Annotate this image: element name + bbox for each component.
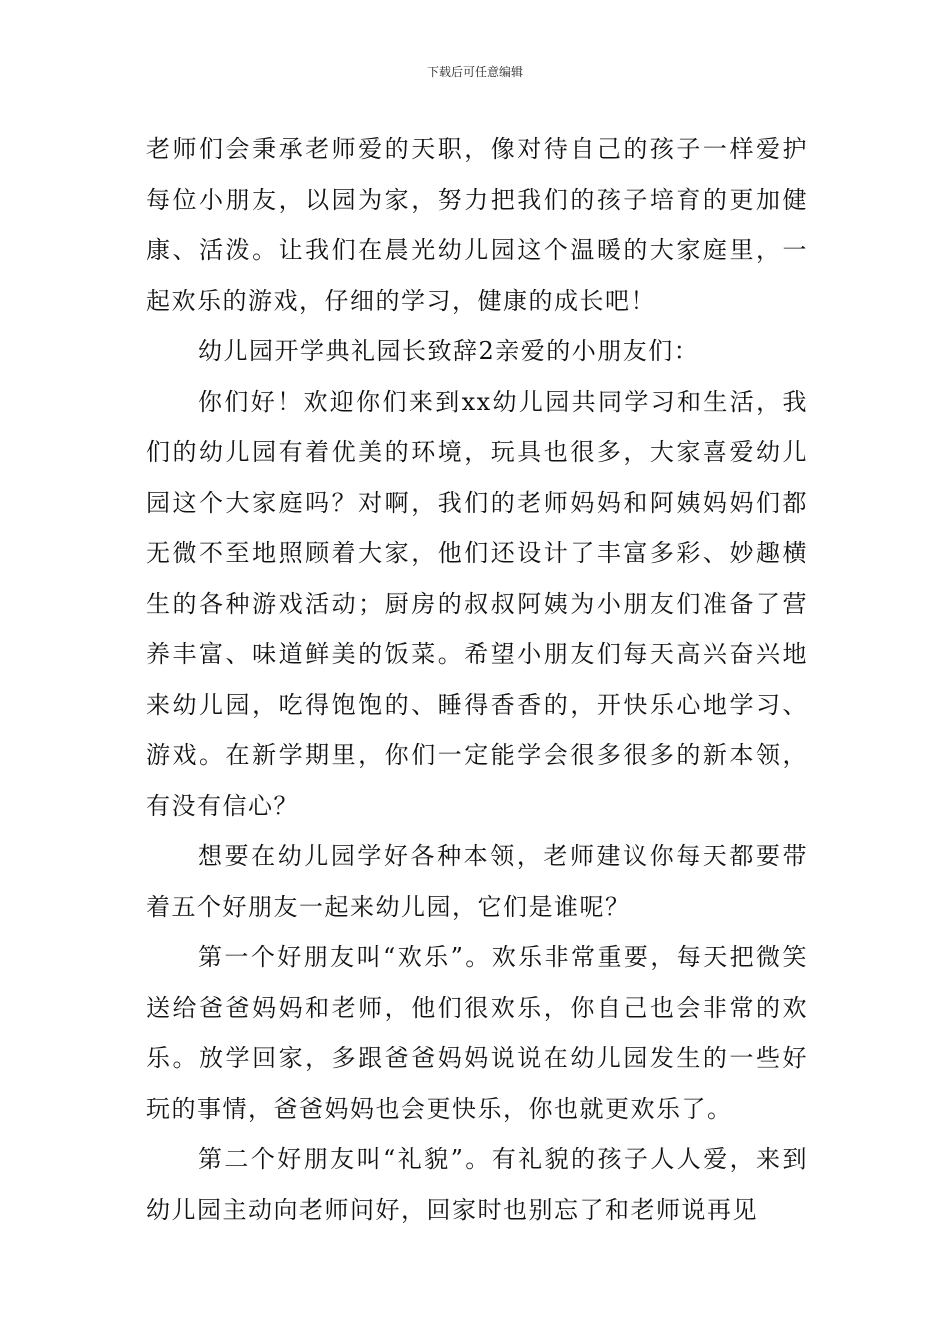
paragraph-greeting: 你们好！欢迎你们来到xx幼儿园共同学习和生活，我们的幼儿园有着优美的环境，玩具也很多，大家喜爱幼儿园这个大家庭吗？对啊，我们的老师妈妈和阿姨妈妈们都无微不至地照顾着大家，他们还设计了丰富多彩、妙趣横生的各种游戏活动；厨房的叔叔阿姨为小朋友们准备了营养丰富、味道鲜美的饭菜。希望小朋友们每天高兴奋兴地来幼儿园，吃得饱饱的、睡得香香的，开快乐心地学习、游戏。在新学期里，你们一定能学会很多很多的新本领，有没有信心？ <box>146 387 808 820</box>
page-header: 下载后可任意编辑 <box>426 65 523 79</box>
paragraph-heading-line: 幼儿园开学典礼园长致辞2亲爱的小朋友们： <box>198 337 700 365</box>
paragraph-second-friend: 第二个好朋友叫“礼貌”。有礼貌的孩子人人爱，来到幼儿园主动向老师问好，回家时也别忘了和老师说再见 <box>146 1145 808 1224</box>
paragraph-five-friends: 想要在幼儿园学好各种本领，老师建议你每天都要带着五个好朋友一起来幼儿园，它们是谁呢？ <box>146 842 808 921</box>
paragraph-first-friend: 第一个好朋友叫“欢乐”。欢乐非常重要，每天把微笑送给爸爸妈妈和老师，他们很欢乐，你自己也会非常的欢乐。放学回家，多跟爸爸妈妈说说在幼儿园发生的一些好玩的事情，爸爸妈妈也会更快乐，你也就更欢乐了。 <box>146 943 808 1123</box>
paragraph-continuation: 老师们会秉承老师爱的天职，像对待自己的孩子一样爱护每位小朋友，以园为家，努力把我们的孩子培育的更加健康、活泼。让我们在晨光幼儿园这个温暖的大家庭里，一起欢乐的游戏，仔细的学习，健康的成长吧！ <box>146 135 808 315</box>
document-body <box>146 124 808 1235</box>
